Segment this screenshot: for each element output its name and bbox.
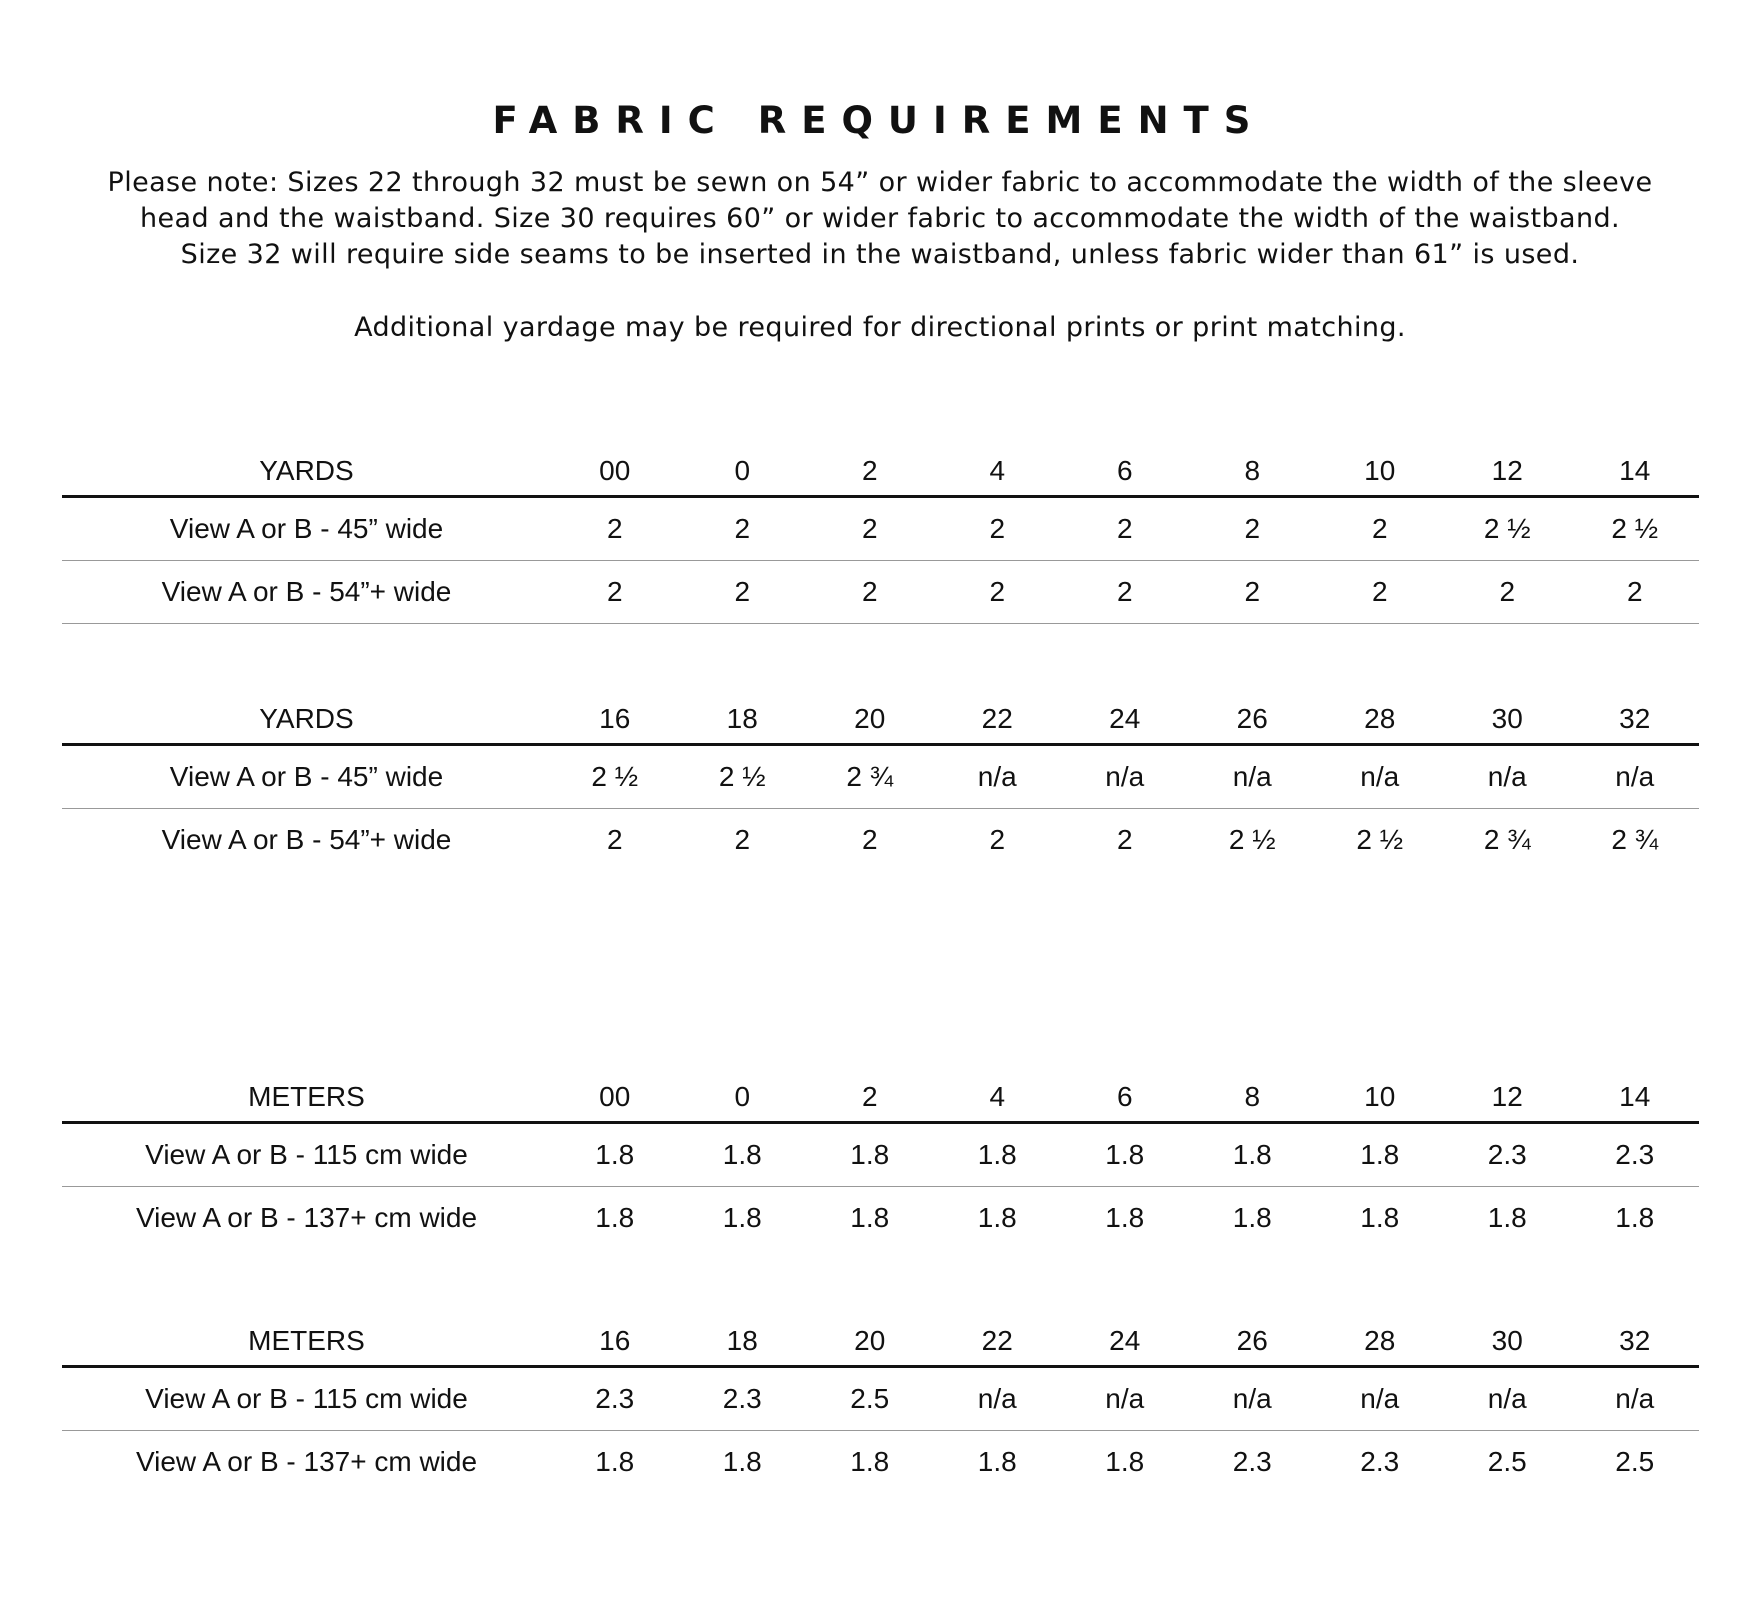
row-label: View A or B - 45” wide	[62, 497, 551, 561]
table-cell: 1.8	[850, 1446, 890, 1477]
size-header: 2	[806, 1054, 934, 1123]
table-cell: 2	[679, 561, 807, 624]
size-header: 8	[1189, 1054, 1317, 1123]
note-line-3: Size 32 will require side seams to be inserted in the waistband, unless fabric wider than 61” is used.	[180, 239, 1580, 270]
size-header: 6	[1061, 428, 1189, 497]
table-cell: 1.8	[722, 1202, 762, 1233]
meters-table-sizes-16-32	[62, 1298, 1699, 1493]
size-header: 4	[934, 1054, 1062, 1123]
table-cell: 1.8	[1105, 1202, 1145, 1233]
table-row	[62, 1187, 1699, 1250]
table-cell: 2 ½	[1228, 824, 1276, 855]
size-header: 24	[1061, 676, 1189, 745]
size-header: 12	[1444, 428, 1572, 497]
table-cell: 2 ¾	[1611, 824, 1659, 855]
table-cell: 2	[1061, 497, 1189, 561]
table-cell: 1.8	[850, 1202, 890, 1233]
size-header: 26	[1189, 1298, 1317, 1367]
table-cell: 1.8	[977, 1202, 1017, 1233]
size-header: 16	[551, 1298, 679, 1367]
table-header-row	[62, 1054, 1699, 1123]
unit-header: METERS	[62, 1054, 551, 1123]
table-cell: 2	[1116, 824, 1133, 855]
table-cell: 1.8	[934, 1123, 1062, 1187]
table-cell: 2.3	[679, 1367, 807, 1431]
table-cell: n/a	[1571, 745, 1699, 809]
table-cell: 1.8	[595, 1446, 635, 1477]
table-cell: n/a	[1189, 745, 1317, 809]
table-row	[62, 561, 1699, 624]
table-cell: 1.8	[1189, 1123, 1317, 1187]
row-label: View A or B - 115 cm wide	[62, 1123, 551, 1187]
table-cell: n/a	[1061, 1367, 1189, 1431]
table-row	[62, 497, 1699, 561]
table-cell: 2.3	[551, 1367, 679, 1431]
size-header: 14	[1571, 1054, 1699, 1123]
table-cell: 2	[861, 824, 878, 855]
table-cell: 2.3	[1444, 1123, 1572, 1187]
size-header: 6	[1061, 1054, 1189, 1123]
yards-table-sizes-16-32	[62, 676, 1699, 871]
row-label: View A or B - 137+ cm wide	[135, 1446, 478, 1477]
table-cell: 1.8	[1061, 1123, 1189, 1187]
size-header: 20	[806, 1298, 934, 1367]
table-cell: 2 ¾	[1483, 824, 1531, 855]
table-cell: 1.8	[595, 1202, 635, 1233]
table-cell: 1.8	[806, 1123, 934, 1187]
table-cell: 2	[1571, 561, 1699, 624]
table-cell: 2 ½	[1356, 824, 1404, 855]
table-cell: n/a	[1571, 1367, 1699, 1431]
size-header: 00	[551, 428, 679, 497]
size-header: 8	[1189, 428, 1317, 497]
size-header: 0	[679, 1054, 807, 1123]
row-label: View A or B - 54”+ wide	[161, 824, 452, 855]
table-cell: 2	[989, 824, 1006, 855]
size-header: 22	[934, 1298, 1062, 1367]
table-cell: 2 ½	[1444, 497, 1572, 561]
table-cell: 2	[1316, 497, 1444, 561]
size-header: 0	[679, 428, 807, 497]
size-header: 28	[1316, 1298, 1444, 1367]
table-cell: 1.8	[1615, 1202, 1655, 1233]
row-label: View A or B - 45” wide	[62, 745, 551, 809]
table-cell: 1.8	[1316, 1123, 1444, 1187]
table-cell: 2	[1189, 561, 1317, 624]
size-header: 26	[1189, 676, 1317, 745]
size-header: 32	[1571, 1298, 1699, 1367]
size-header: 30	[1444, 676, 1572, 745]
table-row	[62, 1123, 1699, 1187]
row-label: View A or B - 115 cm wide	[62, 1367, 551, 1431]
table-cell: 2	[1316, 561, 1444, 624]
table-cell: 2	[934, 497, 1062, 561]
table-cell: 2	[679, 497, 807, 561]
table-row	[62, 1367, 1699, 1431]
size-header: 4	[934, 428, 1062, 497]
table-cell: 1.8	[977, 1446, 1017, 1477]
table-row	[62, 745, 1699, 809]
unit-header: YARDS	[62, 676, 551, 745]
table-row	[62, 809, 1699, 872]
unit-header: METERS	[62, 1298, 551, 1367]
size-header: 10	[1316, 1054, 1444, 1123]
meters-table-sizes-00-14	[62, 1054, 1699, 1249]
table-cell: 2	[1189, 497, 1317, 561]
unit-header: YARDS	[62, 428, 551, 497]
table-cell: 2 ½	[551, 745, 679, 809]
table-cell: n/a	[934, 745, 1062, 809]
table-cell: 2.5	[1615, 1446, 1655, 1477]
table-cell: n/a	[1444, 1367, 1572, 1431]
size-header: 00	[551, 1054, 679, 1123]
size-header: 14	[1571, 428, 1699, 497]
table-cell: 2.3	[1571, 1123, 1699, 1187]
table-cell: n/a	[1316, 745, 1444, 809]
table-cell: 2	[606, 824, 623, 855]
table-cell: 2	[934, 561, 1062, 624]
size-header: 32	[1571, 676, 1699, 745]
size-header: 30	[1444, 1298, 1572, 1367]
table-row	[62, 1431, 1699, 1494]
size-header: 2	[806, 428, 934, 497]
table-cell: 1.8	[679, 1123, 807, 1187]
table-header-row	[62, 428, 1699, 497]
table-cell: 2	[551, 561, 679, 624]
size-header: 18	[679, 1298, 807, 1367]
table-cell: 2.3	[1232, 1446, 1272, 1477]
page-title: FABRIC REQUIREMENTS	[492, 99, 1266, 142]
table-cell: 2.3	[1360, 1446, 1400, 1477]
table-cell: 1.8	[1360, 1202, 1400, 1233]
size-header: 12	[1444, 1054, 1572, 1123]
table-cell: 2.5	[1487, 1446, 1527, 1477]
table-cell: 2 ½	[1571, 497, 1699, 561]
table-cell: 2	[734, 824, 751, 855]
size-header: 16	[551, 676, 679, 745]
size-header: 10	[1316, 428, 1444, 497]
table-cell: 2	[806, 497, 934, 561]
table-cell: 2.5	[806, 1367, 934, 1431]
table-header-row	[62, 1298, 1699, 1367]
table-cell: 2	[806, 561, 934, 624]
row-label: View A or B - 137+ cm wide	[135, 1202, 478, 1233]
table-cell: 2 ¾	[806, 745, 934, 809]
size-header: 28	[1316, 676, 1444, 745]
table-cell: n/a	[1444, 745, 1572, 809]
table-cell: n/a	[1189, 1367, 1317, 1431]
table-cell: n/a	[934, 1367, 1062, 1431]
table-cell: 1.8	[1232, 1202, 1272, 1233]
table-cell: 1.8	[1105, 1446, 1145, 1477]
note-line-1: Please note: Sizes 22 through 32 must be sewn on 54” or wider fabric to accommodate the width of the sleeve	[107, 167, 1653, 198]
size-header: 20	[806, 676, 934, 745]
size-header: 22	[934, 676, 1062, 745]
table-cell: n/a	[1061, 745, 1189, 809]
table-cell: 1.8	[551, 1123, 679, 1187]
note-additional-yardage: Additional yardage may be required for directional prints or print matching.	[354, 312, 1406, 343]
table-cell: 2 ½	[679, 745, 807, 809]
row-label: View A or B - 54”+ wide	[62, 561, 551, 624]
size-header: 24	[1061, 1298, 1189, 1367]
table-cell: 2	[551, 497, 679, 561]
yards-table-sizes-00-14	[62, 428, 1699, 624]
table-header-row	[62, 676, 1699, 745]
table-cell: n/a	[1316, 1367, 1444, 1431]
table-cell: 1.8	[722, 1446, 762, 1477]
size-header: 18	[679, 676, 807, 745]
note-line-2: head and the waistband. Size 30 requires 60” or wider fabric to accommodate the width of the waistband.	[139, 203, 1621, 234]
table-cell: 1.8	[1487, 1202, 1527, 1233]
table-cell: 2	[1444, 561, 1572, 624]
table-cell: 2	[1061, 561, 1189, 624]
